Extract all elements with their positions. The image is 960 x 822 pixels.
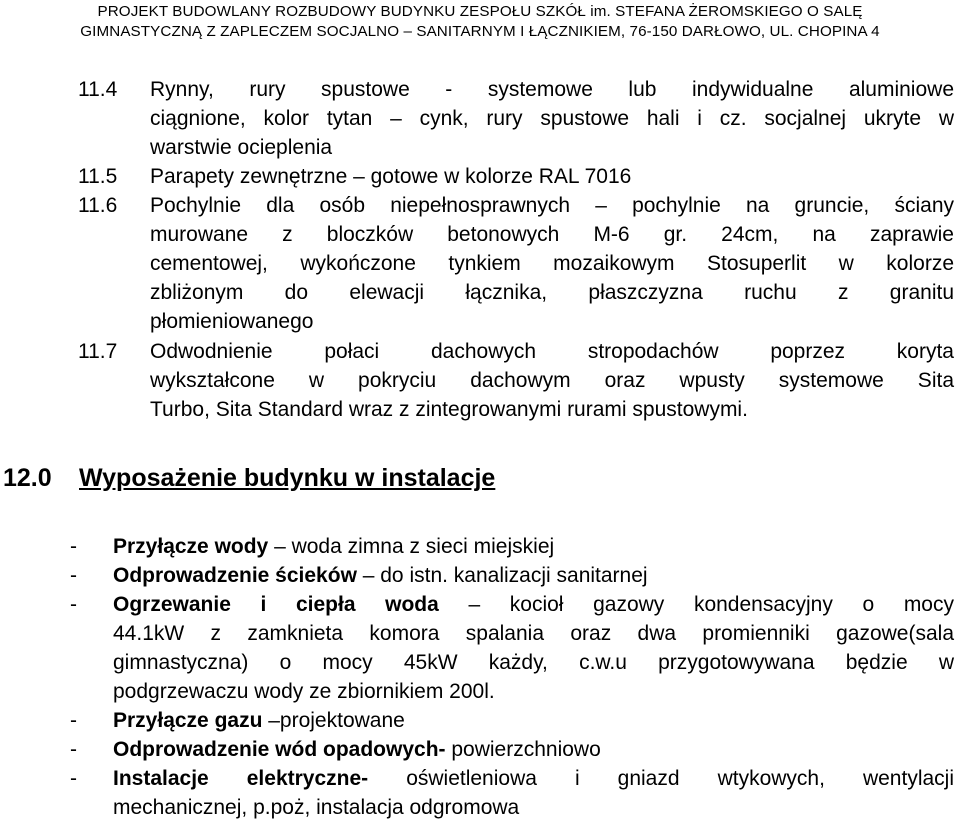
- list-item-electrical: [0, 764, 954, 822]
- item-line: cementowej, wykończone tynkiem mozaikowym Stosuperlit w kolorze: [150, 252, 954, 275]
- item-text: [150, 162, 954, 191]
- item-number: 11.7: [78, 340, 118, 363]
- list-desc: – kocioł gazowy kondensacyjny o mocy: [438, 593, 954, 616]
- item-line: Odwodnienie połaci dachowych stropodachów poprzez koryta: [150, 340, 954, 363]
- list-line: podgrzewaczu wody ze zbiornikiem 200l.: [113, 680, 495, 703]
- list-desc: oświetleniowa i gniazd wtykowych, wentylacji: [368, 767, 954, 790]
- section-title: Wyposażenie budynku w instalacje: [79, 464, 496, 492]
- list-dash: -: [70, 738, 77, 761]
- list-dash: -: [70, 564, 77, 587]
- list-desc: powierzchniowo: [445, 738, 601, 761]
- item-number: 11.5: [78, 165, 118, 188]
- list-term: Przyłącze wody: [113, 535, 269, 558]
- list-term: Odprowadzenie wód opadowych-: [113, 738, 446, 761]
- item-line: płomieniowanego: [150, 310, 314, 333]
- list-item-sewage: [0, 561, 954, 590]
- item-line: Turbo, Sita Standard wraz z zintegrowanymi rurami spustowymi.: [150, 398, 748, 421]
- list-dash: -: [70, 593, 77, 616]
- list-dash: -: [70, 709, 77, 732]
- item-line: Pochylnie dla osób niepełnosprawnych – pochylnie na gruncie, ściany: [150, 194, 954, 217]
- item-line: warstwie ocieplenia: [150, 136, 333, 159]
- list-term: Instalacje elektryczne-: [113, 767, 369, 790]
- item-11-6: [78, 191, 954, 336]
- header-line-2: GIMNASTYCZNĄ Z ZAPLECZEM SOCJALNO – SANITARNYM I ŁĄCZNIKIEM, 76-150 DARŁOWO, UL. CHOPINA 4: [80, 23, 880, 40]
- item-11-5: [78, 162, 954, 191]
- list-item-heating: [0, 590, 954, 706]
- list-term: Przyłącze gazu: [113, 709, 263, 732]
- list-term: Ogrzewanie i ciepła woda: [113, 593, 439, 616]
- section-number: 12.0: [3, 464, 52, 492]
- item-line: zbliżonym do elewacji łącznika, płaszczyzna ruchu z granitu: [150, 281, 954, 304]
- list-line: 44.1kW z zamknieta komora spalania oraz dwa promienniki gazowe(sala: [113, 622, 954, 645]
- item-11-4: [78, 75, 954, 162]
- list-line: mechanicznej, p.poż, instalacja odgromowa: [113, 796, 520, 819]
- item-text: [150, 75, 954, 162]
- item-line: Parapety zewnętrzne – gotowe w kolorze RAL 7016: [150, 165, 632, 188]
- header-line-1: PROJEKT BUDOWLANY ROZBUDOWY BUDYNKU ZESPOŁU SZKÓŁ im. STEFANA ŻEROMSKIEGO O SALĘ: [97, 3, 863, 20]
- list-dash: -: [70, 535, 77, 558]
- list-dash: -: [70, 767, 77, 790]
- item-11-7: [78, 337, 954, 424]
- list-line: gimnastyczna) o mocy 45kW każdy, c.w.u przygotowywana będzie w: [113, 651, 954, 674]
- item-number: 11.4: [78, 78, 118, 101]
- list-item-rainwater: [0, 735, 954, 764]
- list-term: Odprowadzenie ścieków: [113, 564, 357, 587]
- document-header: [0, 2, 960, 42]
- item-number: 11.6: [78, 194, 118, 217]
- list-item-water: [0, 532, 954, 561]
- item-line: murowane z bloczków betonowych M-6 gr. 24cm, na zaprawie: [150, 223, 954, 246]
- list-desc: – woda zimna z sieci miejskiej: [268, 535, 555, 558]
- item-line: Rynny, rury spustowe - systemowe lub indywidualne aluminiowe: [150, 78, 954, 101]
- list-desc: – do istn. kanalizacji sanitarnej: [356, 564, 648, 587]
- item-line: ciągnione, kolor tytan – cynk, rury spustowe hali i cz. socjalnej ukryte w: [150, 107, 954, 130]
- item-line: wykształcone w pokryciu dachowym oraz wpusty systemowe Sita: [150, 369, 954, 392]
- item-text: [150, 191, 954, 336]
- item-text: [150, 337, 954, 424]
- list-item-gas: [0, 706, 954, 735]
- list-desc: –projektowane: [262, 709, 405, 732]
